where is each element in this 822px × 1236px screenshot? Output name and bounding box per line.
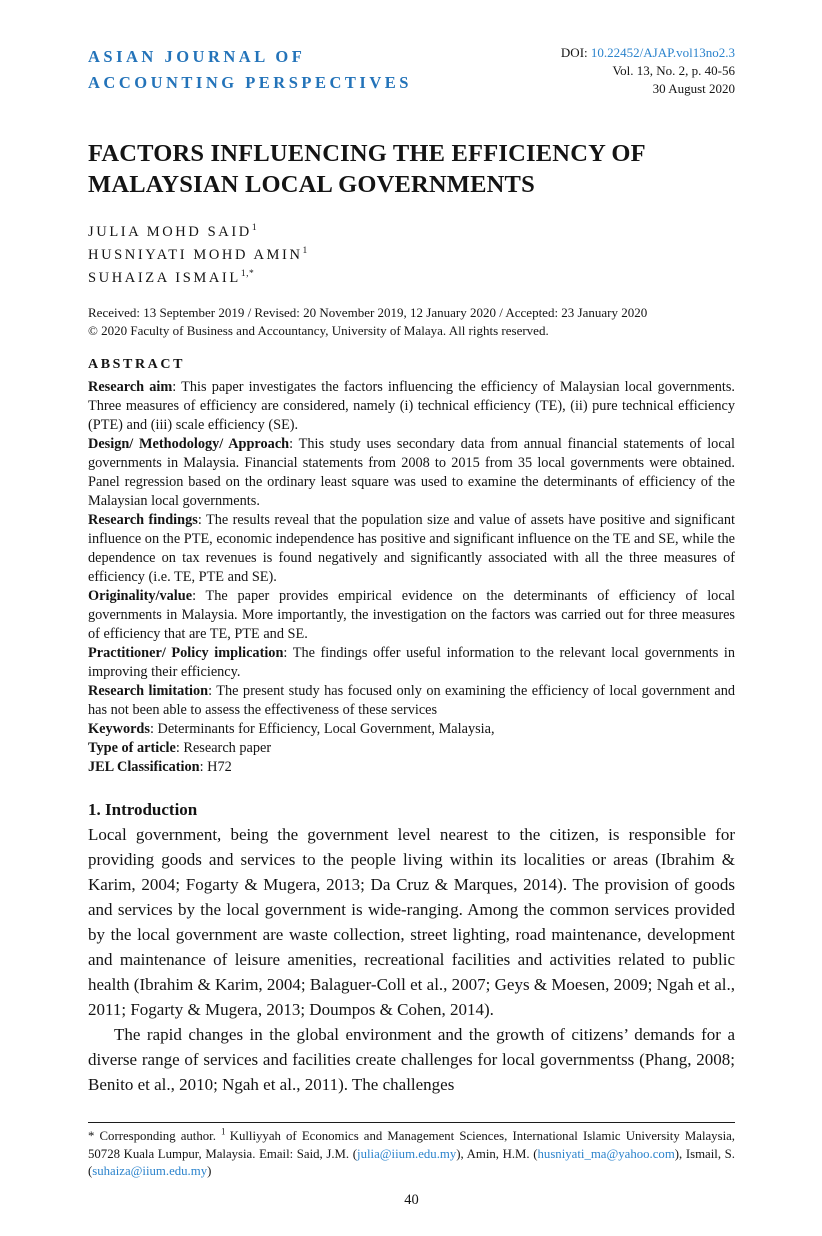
volume-line: Vol. 13, No. 2, p. 40-56: [612, 63, 735, 78]
introduction-heading: 1. Introduction: [88, 800, 198, 819]
footnote-text: ), Amin, H.M. (: [456, 1146, 538, 1161]
article-meta: [88, 304, 735, 340]
author-name: HUSNIYATI MOHD AMIN: [88, 247, 303, 263]
journal-header: [88, 44, 735, 98]
author-line: [88, 267, 735, 290]
journal-name: [88, 44, 412, 96]
abstract-paragraph: JEL Classification: H72: [88, 759, 232, 775]
author-superscript: 1: [251, 223, 258, 234]
abstract-paragraph-label: Research aim: [88, 379, 173, 395]
footnote-text: Kulliyyah of Economics and Management Sciences, International Islamic University Malaysia, 50728 Kuala Lumpur, Malaysia. Email: Said, J.M. (: [88, 1129, 735, 1161]
doi-line: [561, 44, 735, 62]
abstract-paragraph-label: Keywords: [88, 721, 150, 737]
abstract-paragraph-label: JEL Classification: [88, 759, 200, 775]
page-footer: [88, 1122, 735, 1209]
abstract-paragraph-label: Type of article: [88, 740, 176, 756]
abstract-paragraph: Design/ Methodology/ Approach: This study uses secondary data from annual financial statements of local governments in Malaysia. Financial statements from 2008 to 2015 from 35 local governments were obtained. Panel regression based on the ordinary least square was used to examine the determinants of efficiency of the Malaysian local governments.: [88, 436, 735, 509]
email-link[interactable]: suhaiza@iium.edu.my: [92, 1164, 208, 1178]
article-title: FACTORS INFLUENCING THE EFFICIENCY OF MALAYSIAN LOCAL GOVERNMENTS: [88, 140, 645, 198]
abstract-paragraph: Type of article: Research paper: [88, 740, 272, 756]
abstract-paragraph: Research limitation: The present study has focused only on examining the efficiency of local government and has not been able to assess the effectiveness of these services: [88, 683, 735, 718]
abstract-paragraph: Practitioner/ Policy implication: The findings offer useful information to the relevant local governments in improving their efficiency.: [88, 645, 735, 680]
introduction-section: [88, 797, 735, 1097]
footnote-rule: [88, 1122, 735, 1123]
abstract-heading: ABSTRACT: [88, 357, 186, 372]
email-link[interactable]: husniyati_ma@yahoo.com: [537, 1146, 675, 1161]
page-number: 40: [404, 1191, 419, 1208]
abstract-paragraph-label: Practitioner/ Policy implication: [88, 645, 284, 661]
abstract-body: [88, 378, 735, 777]
footnote-text: ), Ismail, S. (: [88, 1146, 735, 1178]
abstract-paragraph: Keywords: Determinants for Efficiency, Local Government, Malaysia,: [88, 721, 495, 737]
email-link[interactable]: julia@iium.edu.my: [357, 1146, 457, 1161]
abstract-paragraph-label: Design/ Methodology/ Approach: [88, 436, 290, 452]
footnote-superscript: 1: [221, 1126, 230, 1137]
journal-name-line1: ASIAN JOURNAL OF: [88, 47, 306, 66]
author-line: [88, 221, 735, 244]
abstract-paragraph: Research findings: The results reveal that the population size and value of assets have positive and significant influence on the PTE, economic independence has positive and significant influence on the TE and SE, while the dependence on tax revenues is found negatively and significantly associated with all the three measures of efficiency (i.e. TE, PTE and SE).: [88, 512, 735, 585]
author-superscript: 1: [302, 246, 308, 257]
doi-link[interactable]: 10.22452/AJAP.vol13no2.3: [590, 45, 735, 60]
abstract-section: [88, 355, 735, 777]
footnote-text: * Corresponding author.: [88, 1129, 222, 1143]
publication-info: [561, 44, 735, 98]
doi-label: DOI:: [560, 45, 591, 60]
journal-name-line2: ACCOUNTING PERSPECTIVES: [88, 73, 412, 92]
copyright-line: © 2020 Faculty of Business and Accountancy, University of Malaya. All rights reserved.: [88, 323, 549, 338]
author-superscript: 1,*: [240, 269, 255, 280]
introduction-paragraph: Local government, being the government level nearest to the citizen, is responsible for providing goods and services to the people living within its localities or areas (Ibrahim & Karim, 2004; Fogarty & Mugera, 2013; Da Cruz & Marques, 2014). The provision of goods and services by the local government is wide-ranging. Among the common services provided by the local government are waste collection, street lighting, road maintenance, development and maintenance of leisure amenities, recreational facilities and activities related to public health (Ibrahim & Karim, 2004; Balaguer-Coll et al., 2007; Geys & Moesen, 2009; Ngah et al., 2011; Fogarty & Mugera, 2013; Doumpos & Cohen, 2014).: [88, 825, 735, 1019]
corresponding-author-footnote: [88, 1128, 735, 1181]
abstract-paragraph-label: Research findings: [88, 512, 198, 528]
abstract-paragraph: Originality/value: The paper provides empirical evidence on the determinants of efficiency of local governments in Malaysia. More importantly, the investigation on the factors was carried out for three measures of efficiency that are TE, PTE and SE.: [88, 588, 735, 642]
history-line: Received: 13 September 2019 / Revised: 20 November 2019, 12 January 2020 / Accepted: 23 January 2020: [88, 305, 648, 320]
abstract-paragraph-label: Research limitation: [88, 683, 209, 699]
author-name: SUHAIZA ISMAIL: [88, 270, 241, 286]
author-name: JULIA MOHD SAID: [88, 224, 252, 240]
abstract-paragraph-label: Originality/value: [88, 588, 193, 604]
introduction-paragraph: The rapid changes in the global environment and the growth of citizens’ demands for a diverse range of services and facilities create challenges for local governmentss (Phang, 2008; Benito et al., 2010; Ngah et al., 2011). The challenges: [88, 1025, 735, 1094]
abstract-paragraph: Research aim: This paper investigates the factors influencing the efficiency of Malaysian local governments. Three measures of efficiency are considered, namely (i) technical efficiency (TE), (ii) pure technical efficiency (PTE) and (iii) scale efficiency (SE).: [88, 379, 735, 433]
authors-list: [88, 221, 735, 290]
author-line: [88, 244, 735, 267]
footnote-text: ): [207, 1164, 212, 1178]
date-line: 30 August 2020: [652, 81, 735, 96]
introduction-body: [88, 822, 735, 1097]
